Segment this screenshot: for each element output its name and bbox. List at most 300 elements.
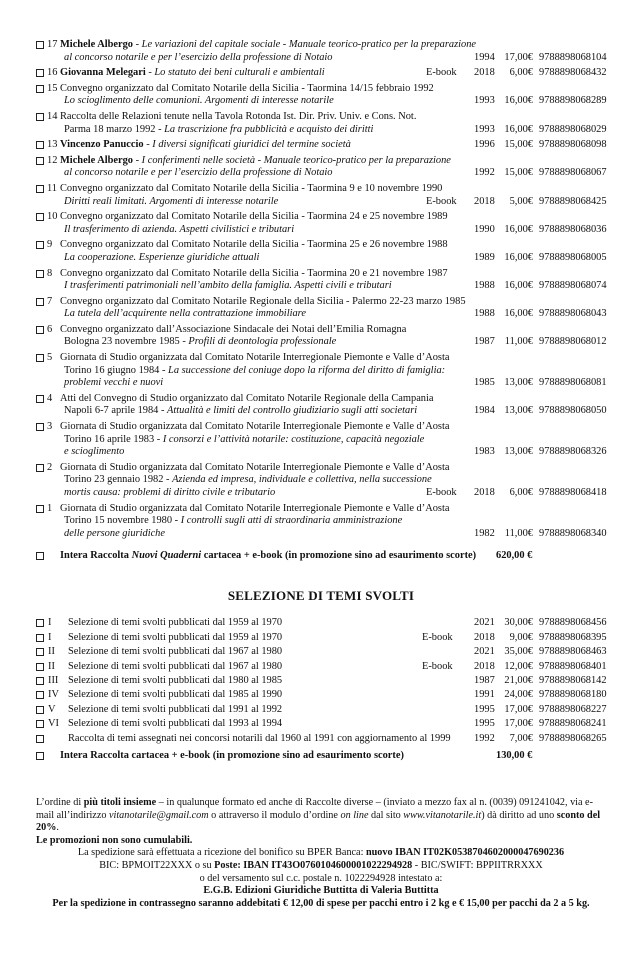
total-text-pre: Intera Raccolta <box>60 550 132 562</box>
description-line <box>60 52 480 65</box>
item-price: 16,00€ <box>504 123 533 135</box>
ebook-label: E-book <box>422 631 453 643</box>
ebook-label: E-book <box>426 195 457 207</box>
item-isbn: 9788898068081 <box>539 377 607 389</box>
description-text: La tutela dell’acquirente nella contrattazione immobiliare <box>64 308 306 320</box>
order-text: . <box>56 822 59 834</box>
checkbox[interactable] <box>36 464 44 472</box>
description-text: Torino 16 aprile 1983 - <box>64 433 163 445</box>
description-line <box>60 487 480 500</box>
description-line <box>60 224 480 237</box>
description-text: Diritti reali limitati. Argomenti di interesse notarile <box>64 195 279 207</box>
discount-text: sconto del 20% <box>36 809 601 834</box>
description-line <box>60 252 480 265</box>
checkbox[interactable] <box>36 663 44 671</box>
theme-item <box>36 616 606 630</box>
ebook-label: E-book <box>426 67 457 79</box>
notebooks-list <box>36 38 606 542</box>
item-description <box>60 211 480 236</box>
item-year: 1993 <box>474 123 495 135</box>
theme-year: 1992 <box>474 732 495 744</box>
order-text: L’ordine di <box>36 797 84 808</box>
item-number: 15 <box>47 82 58 94</box>
description-line <box>60 196 480 209</box>
item-number: 12 <box>47 154 58 166</box>
item-description <box>60 183 480 208</box>
bic-text: BIC: BPMOIT22XXX o su <box>99 859 215 871</box>
description-line <box>60 474 480 487</box>
theme-description: Selezione di temi svolti pubblicati dal 1967 al 1980 <box>68 646 283 658</box>
item-number: 4 <box>47 392 53 404</box>
item-description <box>60 352 480 390</box>
total-text-italic: Nuovi Quaderni <box>131 550 202 562</box>
item-year: 1992 <box>474 167 495 179</box>
item-isbn: 9788898068418 <box>539 487 607 498</box>
author-name: Michele Albergo <box>60 154 134 166</box>
item-year: 2018 <box>474 487 495 498</box>
item-price: 13,00€ <box>504 405 533 417</box>
theme-isbn: 9788898068227 <box>539 703 607 715</box>
item-description <box>60 67 480 80</box>
item-isbn: 9788898068432 <box>539 67 607 79</box>
item-isbn: 9788898068340 <box>539 527 607 539</box>
item-year: 1985 <box>474 377 495 389</box>
item-isbn: 9788898068104 <box>539 51 607 63</box>
checkbox[interactable] <box>36 634 44 642</box>
description-text: Convegno organizzato dal Comitato Notarile della Sicilia - Taormina 24 e 25 novembre 1989 <box>60 211 448 223</box>
item-description <box>60 268 480 293</box>
theme-description: Raccolta di temi assegnati nei concorsi notarili dal 1960 al 1991 con aggiornamento al 1999 <box>68 732 451 744</box>
checkbox[interactable] <box>36 185 44 193</box>
description-text: - <box>143 139 153 151</box>
theme-price: 17,00€ <box>504 718 533 730</box>
catalog-item <box>36 210 606 238</box>
item-price: 13,00€ <box>504 446 533 458</box>
theme-description: Selezione di temi svolti pubblicati dal 1985 al 1990 <box>68 689 283 701</box>
checkbox[interactable] <box>36 706 44 714</box>
checkbox[interactable] <box>36 691 44 699</box>
description-line <box>60 462 480 475</box>
description-text: Giornata di Studio organizzata dal Comitato Notarile Interregionale Piemonte e Valle d’Aosta <box>60 421 450 433</box>
description-text: Giornata di Studio organizzata dal Comitato Notarile Interregionale Piemonte e Valle d’Aosta <box>60 502 450 514</box>
item-number: 10 <box>47 211 58 223</box>
description-line <box>60 296 480 309</box>
description-text: Convegno organizzato dal Comitato Notarile Regionale della Sicilia - Palermo 22-23 marzo 1985 <box>60 295 466 307</box>
item-isbn: 9788898068098 <box>539 139 607 151</box>
description-text: I conferimenti nelle società - Manuale teorico-pratico per la preparazione <box>141 154 451 166</box>
theme-number: III <box>48 674 59 686</box>
description-text: Napoli 6-7 aprile 1984 - <box>64 405 168 417</box>
theme-isbn: 9788898068456 <box>539 617 607 629</box>
item-isbn: 9788898068036 <box>539 223 607 235</box>
description-text: Torino 15 novembre 1980 - <box>64 515 181 527</box>
item-isbn: 9788898068043 <box>539 308 607 320</box>
theme-item <box>36 703 606 717</box>
ship-text: La spedizione sarà effettuata a ricezione del bonifico su BPER Banca: <box>77 847 366 859</box>
item-year: 1984 <box>474 405 495 417</box>
ebook-label: E-book <box>426 487 457 498</box>
description-text: Torino 16 giugno 1984 - <box>64 364 169 376</box>
item-isbn: 9788898068050 <box>539 405 607 417</box>
description-text: Convegno organizzato dal Comitato Notarile della Sicilia - Taormina 25 e 26 novembre 1988 <box>60 239 448 251</box>
item-number: 6 <box>47 323 53 335</box>
theme-description: Selezione di temi svolti pubblicati dal 1959 al 1970 <box>68 617 283 629</box>
theme-price: 21,00€ <box>504 674 533 686</box>
description-line <box>60 324 480 337</box>
checkbox[interactable] <box>36 157 44 165</box>
theme-number: I <box>48 631 52 643</box>
description-line <box>60 280 480 293</box>
description-text: Il trasferimento di azienda. Aspetti civilistici e tributari <box>64 223 295 235</box>
description-line <box>60 446 480 459</box>
iban-poste: Poste: IBAN IT43O0760104600001022294928 <box>214 859 413 871</box>
site-link[interactable]: www.vitanotarile.it <box>403 809 482 821</box>
checkbox[interactable] <box>36 354 44 362</box>
description-text: Attualità e limiti del controllo giudiziario sugli atti societari <box>167 405 418 417</box>
catalog-item <box>36 295 606 323</box>
catalog-item <box>36 38 606 66</box>
catalog-item <box>36 82 606 110</box>
item-price: 6,00€ <box>509 487 533 498</box>
description-line <box>60 434 480 447</box>
catalog-item <box>36 351 606 392</box>
item-description <box>60 239 480 264</box>
theme-year: 2021 <box>474 617 495 629</box>
item-number: 16 <box>47 67 58 79</box>
catalog-item <box>36 267 606 295</box>
item-number: 11 <box>47 182 58 194</box>
description-text: Lo statuto dei beni culturali e ambientali <box>154 67 325 79</box>
catalog-item <box>36 138 606 154</box>
total-amount: 620,00 € <box>496 550 533 562</box>
iban-bper: nuovo IBAN IT02K0538704602000047690236 <box>365 847 565 859</box>
theme-description: Selezione di temi svolti pubblicati dal 1991 al 1992 <box>68 703 283 715</box>
checkbox[interactable] <box>36 213 44 221</box>
description-line <box>60 67 480 80</box>
theme-number: II <box>48 660 55 672</box>
theme-item <box>36 717 606 731</box>
item-description <box>60 503 480 541</box>
item-description <box>60 462 480 500</box>
item-number: 3 <box>47 421 53 433</box>
item-description <box>60 155 480 180</box>
description-text: al concorso notarile e per l’esercizio della professione di Notaio <box>64 167 333 179</box>
item-year: 1993 <box>474 95 495 107</box>
item-description <box>60 39 480 64</box>
description-line <box>60 393 480 406</box>
theme-price: 12,00€ <box>504 660 533 672</box>
description-line <box>60 239 480 252</box>
description-text: I trasferimenti patrimoniali nell’ambito della famiglia. Aspetti civili e tributari <box>64 280 392 292</box>
theme-item <box>36 631 606 645</box>
online-text: on line <box>340 809 369 821</box>
theme-year: 1991 <box>474 689 495 701</box>
theme-item <box>36 732 606 746</box>
catalog-page <box>36 38 606 764</box>
author-name: Michele Albergo <box>60 39 134 50</box>
description-text: La trascrizione fra pubblicità e acquisto dei diritti <box>164 123 374 135</box>
theme-item <box>36 645 606 659</box>
author-name: Giovanna Melegari <box>60 67 146 79</box>
checkbox[interactable] <box>36 395 44 403</box>
description-line <box>60 167 480 180</box>
description-line <box>60 155 480 168</box>
theme-description: Selezione di temi svolti pubblicati dal 1967 al 1980 <box>68 660 283 672</box>
description-line <box>60 211 480 224</box>
item-description <box>60 296 480 321</box>
checkbox[interactable] <box>36 270 44 278</box>
item-isbn: 9788898068067 <box>539 167 607 179</box>
description-text: Raccolta delle Relazioni tenute nella Tavola Rotonda Ist. Dir. Priv. Univ. e Cons. Not. <box>60 110 417 122</box>
order-text: dal sito <box>368 809 404 821</box>
item-price: 16,00€ <box>504 251 533 263</box>
item-price: 15,00€ <box>504 139 533 151</box>
checkbox[interactable] <box>36 298 44 306</box>
themes-list <box>36 616 606 746</box>
theme-isbn: 9788898068265 <box>539 732 607 744</box>
item-isbn: 9788898068005 <box>539 251 607 263</box>
item-price: 13,00€ <box>504 377 533 389</box>
theme-year: 2018 <box>474 631 495 643</box>
theme-year: 1995 <box>474 718 495 730</box>
theme-price: 35,00€ <box>504 646 533 658</box>
order-bold: più titoli insieme <box>83 797 157 808</box>
description-line <box>60 405 480 418</box>
theme-price: 30,00€ <box>504 617 533 629</box>
item-year: 1982 <box>474 527 495 539</box>
checkbox[interactable] <box>36 552 44 560</box>
description-line <box>60 83 480 96</box>
item-description <box>60 393 480 418</box>
item-number: 9 <box>47 239 53 251</box>
item-price: 11,00€ <box>504 527 533 539</box>
theme-item <box>36 688 606 702</box>
item-year: 2018 <box>474 195 495 207</box>
item-description <box>60 83 480 108</box>
checkbox[interactable] <box>36 752 44 760</box>
theme-item <box>36 660 606 674</box>
item-price: 6,00€ <box>509 67 533 79</box>
item-price: 15,00€ <box>504 167 533 179</box>
theme-description: Selezione di temi svolti pubblicati dal 1993 al 1994 <box>68 718 283 730</box>
description-line <box>60 377 480 390</box>
checkbox[interactable] <box>36 648 44 656</box>
catalog-item <box>36 110 606 138</box>
item-number: 5 <box>47 352 53 364</box>
item-isbn: 9788898068289 <box>539 95 607 107</box>
description-text: Convegno organizzato dal Comitato Notarile della Sicilia - Taormina 20 e 21 novembre 1987 <box>60 267 448 279</box>
description-text: al concorso notarile e per l’esercizio della professione di Notaio <box>64 51 333 63</box>
item-price: 17,00€ <box>504 51 533 63</box>
description-text: problemi vecchi e nuovi <box>64 377 164 389</box>
theme-isbn: 9788898068142 <box>539 674 607 686</box>
no-cumul-note: Le promozioni non sono cumulabili. <box>36 834 193 846</box>
item-year: 1989 <box>474 251 495 263</box>
checkbox[interactable] <box>36 241 44 249</box>
description-line <box>60 124 480 137</box>
theme-year: 1987 <box>474 674 495 686</box>
checkbox[interactable] <box>36 113 44 121</box>
item-isbn: 9788898068425 <box>539 195 607 207</box>
description-text: Parma 18 marzo 1992 - <box>64 123 165 135</box>
item-year: 1988 <box>474 308 495 320</box>
theme-price: 9,00€ <box>509 631 533 643</box>
item-number: 2 <box>47 461 53 473</box>
item-number: 14 <box>47 110 58 122</box>
description-text: Le variazioni del capitale sociale - Manuale teorico-pratico per la preparazione <box>141 39 477 50</box>
shipping-info <box>36 847 606 885</box>
description-text: Convegno organizzato dal Comitato Notarile della Sicilia - Taormina 9 e 10 novembre 1990 <box>60 182 443 194</box>
item-year: 1983 <box>474 446 495 458</box>
description-text: mortis causa: problemi di diritto civile e tributario <box>64 487 276 498</box>
description-text: Bologna 23 novembre 1985 - <box>64 336 189 348</box>
item-isbn: 9788898068029 <box>539 123 607 135</box>
theme-number: IV <box>48 689 59 701</box>
description-line <box>60 139 480 152</box>
checkbox[interactable] <box>36 326 44 334</box>
catalog-item <box>36 461 606 502</box>
theme-number: I <box>48 617 52 629</box>
description-text: Torino 23 gennaio 1982 - <box>64 474 173 486</box>
description-line <box>60 421 480 434</box>
catalog-item <box>36 420 606 461</box>
checkbox[interactable] <box>36 41 44 49</box>
description-line <box>60 95 480 108</box>
item-number: 7 <box>47 295 53 307</box>
theme-number: II <box>48 646 55 658</box>
catalog-item <box>36 323 606 351</box>
description-text: Profili di deontologia professionale <box>188 336 337 348</box>
order-text: ) dà diritto ad uno <box>481 809 557 821</box>
description-line <box>60 352 480 365</box>
item-year: 2018 <box>474 67 495 79</box>
description-text: - <box>133 39 142 50</box>
theme-price: 7,00€ <box>509 732 533 744</box>
themes-total-row <box>36 750 606 764</box>
description-line <box>60 268 480 281</box>
checkbox[interactable] <box>36 85 44 93</box>
catalog-item <box>36 154 606 182</box>
theme-isbn: 9788898068463 <box>539 646 607 658</box>
description-line <box>60 503 480 516</box>
checkbox[interactable] <box>36 619 44 627</box>
item-isbn: 9788898068012 <box>539 336 607 348</box>
theme-isbn: 9788898068401 <box>539 660 607 672</box>
description-text: Azienda ed impresa, individuale e collettiva, nella successione <box>172 474 432 486</box>
theme-number: VI <box>48 718 59 730</box>
catalog-item <box>36 238 606 266</box>
item-year: 1990 <box>474 223 495 235</box>
description-text: I diversi significati giuridici del termine società <box>152 139 351 151</box>
description-text: Convegno organizzato dal Comitato Notarile della Sicilia - Taormina 14/15 febbraio 1992 <box>60 82 434 94</box>
ebook-label: E-book <box>422 660 453 672</box>
catalog-item <box>36 182 606 210</box>
theme-number: V <box>48 703 56 715</box>
theme-year: 2021 <box>474 646 495 658</box>
item-price: 16,00€ <box>504 308 533 320</box>
item-number: 13 <box>47 139 58 151</box>
description-line <box>60 111 480 124</box>
item-description <box>60 111 480 136</box>
description-text: La cooperazione. Esperienze giuridiche attuali <box>64 251 260 263</box>
catalog-item <box>36 66 606 82</box>
checkbox[interactable] <box>36 735 44 743</box>
theme-isbn: 9788898068241 <box>539 718 607 730</box>
section-title: SELEZIONE DI TEMI SVOLTI <box>227 588 415 604</box>
theme-isbn: 9788898068180 <box>539 689 607 701</box>
item-year: 1988 <box>474 280 495 292</box>
description-text: Convegno organizzato dall’Associazione Sindacale dei Notai dell’Emilia Romagna <box>60 323 407 335</box>
catalog-item <box>36 502 606 543</box>
theme-item <box>36 674 606 688</box>
description-line <box>60 515 480 528</box>
description-text: La successione del coniuge dopo la riforma del diritto di famiglia: <box>168 364 446 376</box>
item-number: 1 <box>47 502 53 514</box>
description-line <box>60 365 480 378</box>
theme-year: 1995 <box>474 703 495 715</box>
description-text: - <box>133 154 142 166</box>
order-text: o attraverso il modulo d’ordine <box>208 809 341 821</box>
description-text: Giornata di Studio organizzata dal Comitato Notarile Interregionale Piemonte e Valle d’Aosta <box>60 461 450 473</box>
item-year: 1996 <box>474 139 495 151</box>
item-price: 5,00€ <box>509 195 533 207</box>
publisher: E.G.B. Edizioni Giuridiche Buttitta di Valeria Buttitta <box>203 885 439 897</box>
description-line <box>60 39 480 52</box>
order-text: – in qualunque formato ed anche di Raccolte diverse – (inviato a mezzo fax al n. (0039) 091241042, via e-mail all’indirizzo <box>36 797 593 821</box>
item-description <box>60 139 480 152</box>
themes-total-text: Intera Raccolta cartacea + e-book (in promozione sino ad esaurimento scorte) <box>60 749 404 761</box>
description-text: Atti del Convegno di Studio organizzato dal Comitato Notarile Regionale della Campania <box>60 392 434 404</box>
themes-total-amount: 130,00 € <box>496 749 533 761</box>
description-text: Giornata di Studio organizzata dal Comitato Notarile Interregionale Piemonte e Valle d’Aosta <box>60 352 450 364</box>
checkbox[interactable] <box>36 69 44 77</box>
description-text: Lo scioglimento delle comunioni. Argomenti di interesse notarile <box>64 95 334 107</box>
description-line <box>60 308 480 321</box>
item-description <box>60 421 480 459</box>
footer <box>36 797 606 910</box>
item-price: 16,00€ <box>504 95 533 107</box>
theme-price: 17,00€ <box>504 703 533 715</box>
checkbox[interactable] <box>36 423 44 431</box>
item-isbn: 9788898068074 <box>539 280 607 292</box>
description-line <box>60 336 480 349</box>
author-name: Vincenzo Panuccio <box>60 139 144 151</box>
item-isbn: 9788898068326 <box>539 446 607 458</box>
checkbox[interactable] <box>36 677 44 685</box>
item-price: 16,00€ <box>504 223 533 235</box>
checkbox[interactable] <box>36 141 44 149</box>
description-text: - <box>145 67 155 79</box>
description-line <box>60 528 480 541</box>
checkbox[interactable] <box>36 720 44 728</box>
theme-year: 2018 <box>474 660 495 672</box>
theme-price: 24,00€ <box>504 689 533 701</box>
item-description <box>60 324 480 349</box>
item-price: 16,00€ <box>504 280 533 292</box>
postal-account: o del versamento sul c.c. postale n. 1022294928 intestato a: <box>199 872 443 884</box>
bic-swift: - BIC/SWIFT: BPPIITRRXXX <box>412 859 543 871</box>
item-number: 17 <box>47 39 58 50</box>
item-number: 8 <box>47 267 53 279</box>
description-text: e scioglimento <box>64 446 125 458</box>
description-line <box>60 183 480 196</box>
item-year: 1994 <box>474 51 495 63</box>
description-text: I controlli sugli atti di straordinaria amministrazione <box>180 515 403 527</box>
email-link[interactable]: vitanotarile@gmail.com <box>108 809 209 821</box>
description-text: I consorzi e l’attività notarile: costituzione, capacità negoziale <box>162 433 425 445</box>
checkbox[interactable] <box>36 505 44 513</box>
item-year: 1987 <box>474 336 495 348</box>
